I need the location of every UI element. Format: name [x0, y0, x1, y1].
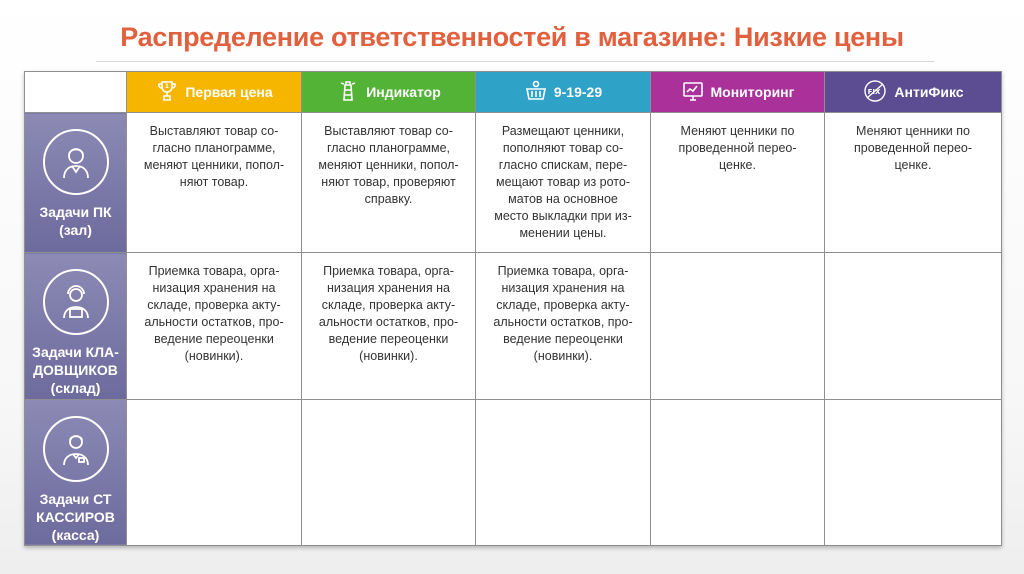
table-cell	[651, 399, 825, 545]
column-header-label: Индикатор	[366, 84, 441, 101]
row-header-label: Задачи СТ КАССИРОВ (касса)	[36, 490, 115, 543]
page-title: Распределение ответственностей в магазине: Низкие цены	[120, 22, 904, 52]
column-header-9-19-29	[476, 72, 651, 113]
lighthouse-icon	[336, 79, 360, 106]
basket-icon	[524, 79, 548, 106]
row-header-sales-floor	[25, 113, 127, 253]
monitor-icon	[681, 79, 705, 106]
column-header-label: Первая цена	[185, 84, 273, 101]
row-header-label: Задачи ПК (зал)	[39, 204, 112, 239]
title-divider	[96, 61, 934, 62]
svg-text:FIX: FIX	[867, 87, 881, 96]
column-header-label: 9-19-29	[553, 84, 603, 101]
table-cell	[825, 399, 1002, 545]
responsibility-table	[24, 71, 1002, 546]
row-header-warehouse	[25, 253, 127, 399]
table-cell: Меняют ценники по проведенной перео- ценке.	[651, 113, 825, 253]
svg-text:1: 1	[165, 82, 170, 90]
table-cell	[825, 253, 1002, 399]
column-header-monitoring	[651, 72, 825, 113]
column-header-label: АнтиФикс	[894, 84, 964, 101]
table-cell: Меняют ценники по проведенной перео- ценке.	[825, 113, 1002, 253]
row-header-checkout	[25, 399, 127, 545]
column-header-indicator	[302, 72, 476, 113]
table-cell: Размещают ценники, пополняют товар со- гласно спискам, пере- мещают товар из рото- матов на основное место выкладки при из- менении цены.	[476, 113, 651, 253]
sales-consultant-icon	[43, 129, 109, 195]
cashier-icon	[43, 416, 109, 482]
trophy-icon	[155, 79, 179, 106]
fix-price-icon	[862, 79, 888, 106]
column-header-antifix	[825, 72, 1002, 113]
column-header-first-price	[127, 72, 302, 113]
table-cell	[476, 399, 651, 545]
table-cell	[651, 253, 825, 399]
column-header-label: Мониторинг	[710, 84, 795, 101]
table-cell	[127, 399, 302, 545]
table-cell	[302, 399, 476, 545]
table-cell: Выставляют товар со- гласно планограмме, меняют ценники, попол- няют товар.	[127, 113, 302, 253]
storekeeper-icon	[43, 269, 109, 335]
table-cell: Приемка товара, орга- низация хранения на складе, проверка акту- альности остатков, про- ведение переоценки (новинки).	[302, 253, 476, 399]
table-cell: Приемка товара, орга- низация хранения на складе, проверка акту- альности остатков, про- ведение переоценки (новинки).	[476, 253, 651, 399]
table-corner	[25, 72, 127, 113]
row-header-label: Задачи КЛА- ДОВЩИКОВ (склад)	[32, 344, 119, 397]
table-cell: Приемка товара, орга- низация хранения на складе, проверка акту- альности остатков, про- ведение переоценки (новинки).	[127, 253, 302, 399]
table-cell: Выставляют товар со- гласно планограмме, меняют ценники, попол- няют товар, проверяют справку.	[302, 113, 476, 253]
